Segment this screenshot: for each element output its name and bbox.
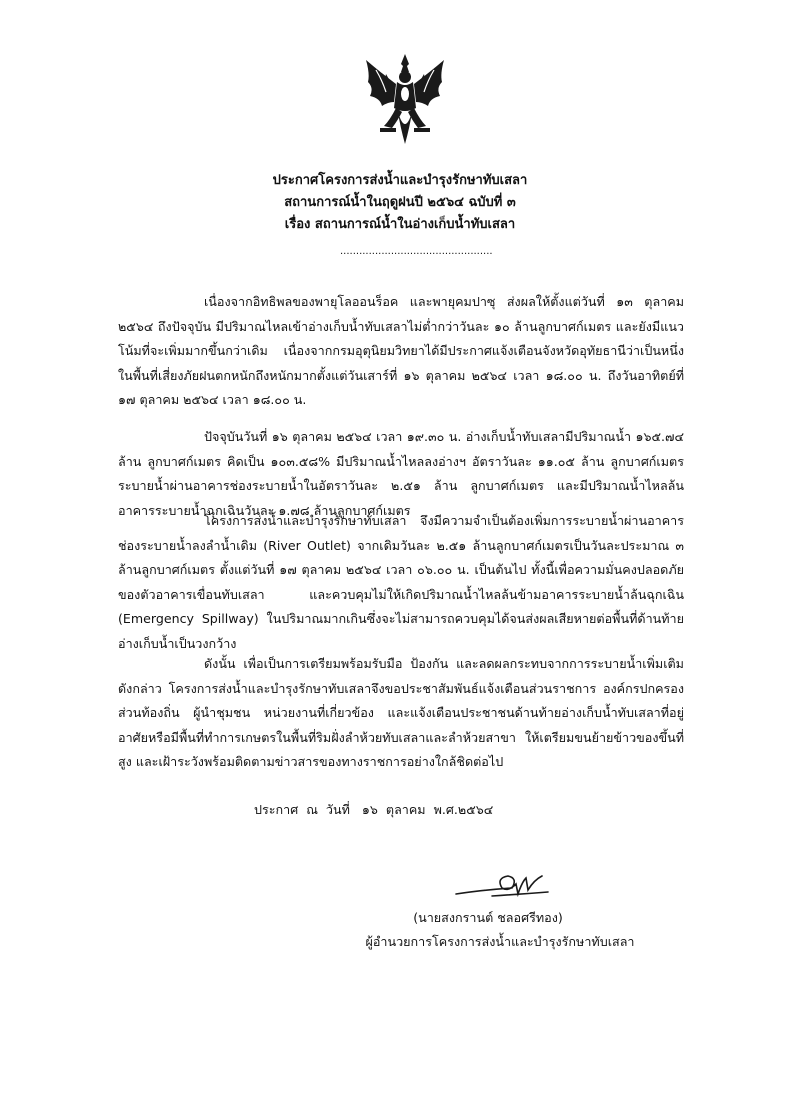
signature-icon [452, 866, 552, 902]
paragraph-4-text: ดังนั้น เพื่อเป็นการเตรียมพร้อมรับมือ ป้องกัน และลดผลกระทบจากการระบายน้ำเพิ่มเติมดังกล่าว โครงการส่งน้ำและบำรุงรักษาทับเสลาจึงขอประชาสัมพันธ์แจ้งเตือนส่วนราชการ องค์กรปกครองส่วนท้องถิ่น ผู้นำชุมชน หน่วยงานที่เกี่ยวข้อง และแจ้งเตือนประชาชนด้านท้ายอ่างเก็บน้ำทับเสลาที่อยู่อาศัยหรือมีพื้นที่ทำการเกษตรในพื้นที่ริมฝั่งลำห้วยทับเสลาและลำห้วยสาขา ให้เตรียมขนย้ายข้าวของขึ้นที่สูง และเฝ้าระวังพร้อมติดตามข่าวสารของทางราชการอย่างใกล้ชิดต่อไป [118, 656, 684, 769]
heading-subject: เรื่อง สถานการณ์น้ำในอ่างเก็บน้ำทับเสลา [284, 217, 516, 232]
signer-title: ผู้อำนวยการโครงการส่งน้ำและบำรุงรักษาทับเสลา [365, 934, 635, 949]
paragraph-3 [118, 509, 684, 656]
signer-name: (นายสงกรานต์ ชลอศรีทอง) [413, 910, 563, 925]
heading-organization: ประกาศโครงการส่งน้ำและบำรุงรักษาทับเสลา [272, 173, 528, 188]
announcement-date: ประกาศ ณ วันที่ ๑๖ ตุลาคม พ.ศ.๒๕๖๔ [254, 802, 494, 817]
heading-separator: ................................................ [340, 246, 493, 257]
heading-situation: สถานการณ์น้ำในฤดูฝนปี ๒๕๖๔ ฉบับที่ ๓ [284, 195, 516, 210]
paragraph-1 [118, 290, 684, 413]
paragraph-1-text: เนื่องจากอิทธิพลของพายุโลออนร็อค และพายุคมปาซุ ส่งผลให้ตั้งแต่วันที่ ๑๓ ตุลาคม ๒๕๖๔ ถึงปัจจุบัน มีปริมาณไหลเข้าอ่างเก็บน้ำทับเสลาไม่ต่ำกว่าวันละ ๑๐ ล้านลูกบาศก์เมตร และยังมีแนวโน้มที่จะเพิ่มมากขึ้นกว่าเดิม เนื่องจากกรมอุตุนิยมวิทยาได้มีประกาศแจ้งเตือนจังหวัดอุทัยธานีว่าเป็นหนึ่งในพื้นที่เสี่ยงภัยฝนตกหนักถึงหนักมากตั้งแต่วันเสาร์ที่ ๑๖ ตุลาคม ๒๕๖๔ เวลา ๑๘.๐๐ น. ถึงวันอาทิตย์ที่ ๑๗ ตุลาคม ๒๕๖๔ เวลา ๑๘.๐๐ น. [118, 294, 684, 407]
garuda-emblem-icon [362, 52, 448, 150]
paragraph-3-text: โครงการส่งน้ำและบำรุงรักษาทับเสลา จึงมีความจำเป็นต้องเพิ่มการระบายน้ำผ่านอาคารช่องระบายน้ำลงลำน้ำเดิม (River Outlet) จากเดิมวันละ ๒.๕๑ ล้านลูกบาศก์เมตรเป็นวันละประมาณ ๓ ล้านลูกบาศก์เมตร ตั้งแต่วันที่ ๑๗ ตุลาคม ๒๕๖๔ เวลา ๐๖.๐๐ น. เป็นต้นไป ทั้งนี้เพื่อความมั่นคงปลอดภัยของตัวอาคารเขื่อนทับเสลา และควบคุมไม่ให้เกิดปริมาณน้ำไหลล้นข้ามอาคารระบายน้ำล้นฉุกเฉิน (Emergency Spillway) ในปริมาณมากเกินซึ่งจะไม่สามารถควบคุมได้จนส่งผลเสียหายต่อพื้นที่ด้านท้ายอ่างเก็บน้ำเป็นวงกว้าง [118, 513, 684, 651]
paragraph-4 [118, 652, 684, 775]
paragraph-2-text: ปัจจุบันวันที่ ๑๖ ตุลาคม ๒๕๖๔ เวลา ๑๙.๓๐ น. อ่างเก็บน้ำทับเสลามีปริมาณน้ำ ๑๖๕.๗๔ ล้าน ลูกบาศก์เมตร คิดเป็น ๑๐๓.๕๘% มีปริมาณน้ำไหลลงอ่างฯ อัตราวันละ ๑๑.๐๕ ล้าน ลูกบาศก์เมตร ระบายน้ำผ่านอาคารช่องระบายน้ำในอัตราวันละ ๒.๕๑ ล้าน ลูกบาศก์เมตร และมีปริมาณน้ำไหลล้นอาคารระบายน้ำฉุกเฉินวันละ ๑.๗๘ ล้านลูกบาศก์เมตร [118, 429, 684, 518]
